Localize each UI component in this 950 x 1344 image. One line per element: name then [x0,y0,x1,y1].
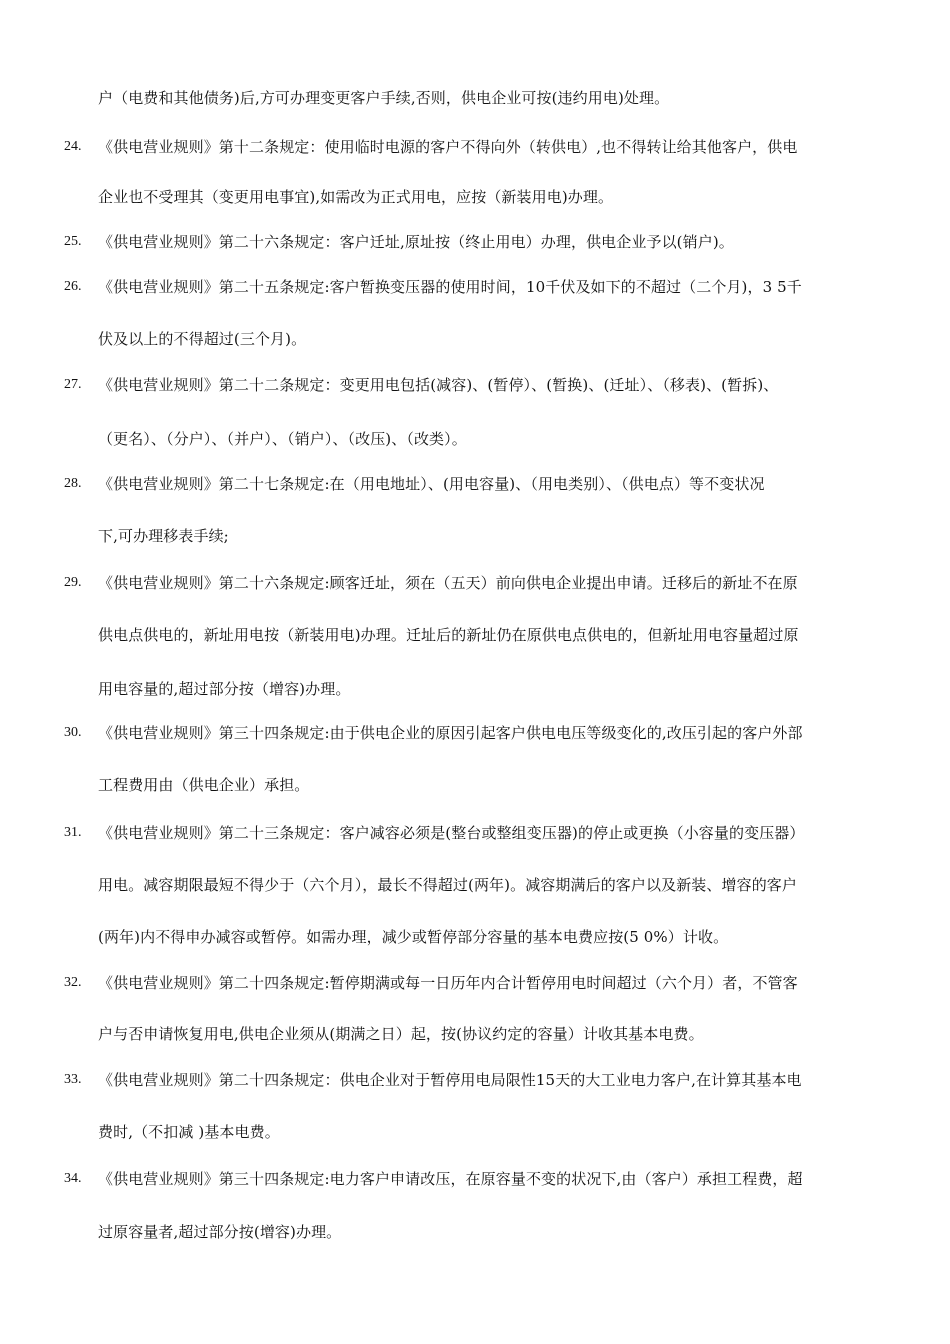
paragraph-text: 《供电营业规则》第二十四条规定:暂停期满或每一日历年内合计暂停用电时间超过（六个月）者，不管客 [98,974,798,992]
paragraph-text: 《供电营业规则》第二十五条规定:客户暂换变压器的使用时间，10千伏及如下的不超过（二个月)，3 5千 [98,278,802,296]
paragraph-text: 过原容量者,超过部分按(增容)办理。 [98,1223,342,1241]
item-number: 32. [64,975,82,990]
item-number: 27. [64,377,82,392]
list-item-number-line [0,571,950,595]
paragraph-line [0,1022,950,1046]
paragraph-text: 《供电营业规则》第三十四条规定:由于供电企业的原因引起客户供电电压等级变化的,改压引起的客户外部 [98,724,803,742]
list-item-number-line [0,472,950,496]
item-number: 24. [64,139,82,154]
paragraph-text: 供电点供电的，新址用电按（新装用电)办理。迁址后的新址仍在原供电点供电的，但新址用电容量超过原 [98,626,799,644]
item-number: 29. [64,575,82,590]
paragraph-line [0,327,950,351]
paragraph-text: 下,可办理移表手续; [98,527,229,545]
item-number: 28. [64,476,82,491]
paragraph-line [0,873,950,897]
list-item-number-line [0,275,950,299]
paragraph-text: （更名）、（分户）、（并户）、（销户）、（改压)、（改类）。 [98,430,467,448]
item-number: 31. [64,825,82,840]
paragraph-line [0,925,950,949]
paragraph-line [0,1120,950,1144]
paragraph-line [0,185,950,209]
list-item-number-line [0,135,950,159]
paragraph-text: 用电容量的,超过部分按（增容)办理。 [98,680,351,698]
paragraph-text: 户（电费和其他债务)后,方可办理变更客户手续,否则，供电企业可按(违约用电)处理。 [98,89,670,107]
paragraph-text: 户与否申请恢复用电,供电企业须从(期满之日）起，按(协议约定的容量）计收其基本电费。 [98,1025,704,1043]
paragraph-line [0,524,950,548]
paragraph-text: 工程费用由（供电企业）承担。 [98,776,310,794]
paragraph-text: (两年)内不得申办减容或暂停。如需办理，减少或暂停部分容量的基本电费应按(5 0%）计收。 [98,928,729,946]
item-number: 30. [64,725,82,740]
paragraph-line [0,773,950,797]
list-item-number-line [0,971,950,995]
paragraph-text: 费时,（不扣减 )基本电费。 [98,1123,280,1141]
paragraph-line [0,1220,950,1244]
paragraph-line [0,623,950,647]
paragraph-text: 《供电营业规则》第二十三条规定：客户减容必须是(整台或整组变压器)的停止或更换（小容量的变压器） [98,824,805,842]
list-item-number-line [0,821,950,845]
list-item-number-line [0,1167,950,1191]
paragraph-text: 《供电营业规则》第三十四条规定:电力客户申请改压，在原容量不变的状况下,由（客户）承担工程费，超 [98,1170,803,1188]
item-number: 25. [64,234,82,249]
paragraph-text: 《供电营业规则》第二十四条规定：供电企业对于暂停用电局限性15天的大工业电力客户,在计算其基本电 [98,1071,802,1089]
paragraph-line [0,677,950,701]
item-number: 34. [64,1171,82,1186]
paragraph-text: 伏及以上的不得超过(三个月)。 [98,330,307,348]
list-item-number-line [0,230,950,254]
paragraph-line [0,427,950,451]
paragraph-text: 企业也不受理其（变更用电事宜),如需改为正式用电，应按（新装用电)办理。 [98,188,614,206]
paragraph-text: 《供电营业规则》第十二条规定：使用临时电源的客户不得向外（转供电）,也不得转让给其他客户，供电 [98,138,798,156]
list-item-number-line [0,373,950,397]
paragraph-text: 《供电营业规则》第二十六条规定：客户迁址,原址按（终止用电）办理，供电企业予以(销户)。 [98,233,734,251]
paragraph-line [0,86,950,110]
paragraph-text: 《供电营业规则》第二十六条规定:顾客迁址，须在（五天）前向供电企业提出申请。迁移后的新址不在原 [98,574,798,592]
paragraph-text: 《供电营业规则》第二十二条规定：变更用电包括(减容)、(暂停）、(暂换)、(迁址）、（移表)、(暂拆)、 [98,376,779,394]
paragraph-text: 《供电营业规则》第二十七条规定:在（用电地址）、(用电容量)、（用电类别）、（供电点）等不变状况 [98,475,765,493]
item-number: 33. [64,1072,82,1087]
list-item-number-line [0,721,950,745]
paragraph-text: 用电。减容期限最短不得少于（六个月），最长不得超过(两年)。减容期满后的客户以及新装、增容的客户 [98,876,798,894]
list-item-number-line [0,1068,950,1092]
item-number: 26. [64,279,82,294]
